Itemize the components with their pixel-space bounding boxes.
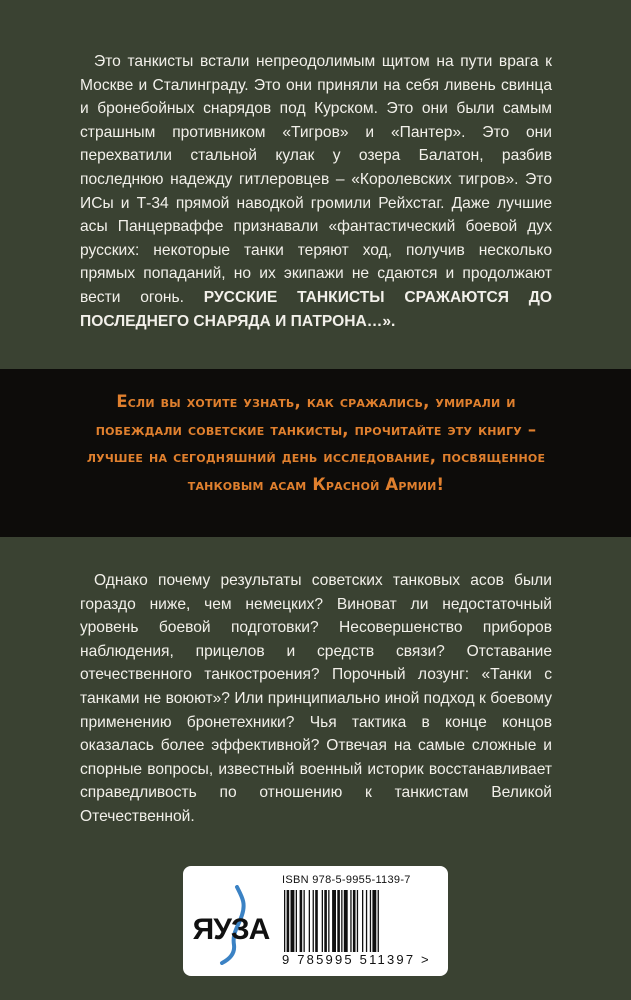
highlight-text: Если вы хотите узнать, как сражались, умирали и побеждали советские танкисты, прочитайте эту книгу – лучшее на сегодняшний день исследование, посвященное танковым асам Красной Армии! — [86, 392, 546, 494]
bottom-paragraph: Однако почему результаты советских танковых асов были гораздо ниже, чем немецких? Виноват ли недостаточный уровень боевой подготовки? Несовершенство приборов наблюдения, прицелов и средств связи? Отставание отечественного танкостроения? Порочный лозунг: «Танки с танками не воюют»? Или принципиально иной подход к боевому применению бронетехники? Чья тактика в конце концов оказалась более эффективной? Отвечая на самые сложные и спорные вопросы, известный военный историк восстанавливает справедливость по отношению к танкистам Великой Отечественной. — [80, 572, 552, 825]
barcode-digits: 9 785995 511397 > — [282, 952, 431, 967]
top-paragraph — [80, 50, 552, 333]
publisher-logo — [190, 885, 272, 965]
barcode-icon — [282, 890, 442, 952]
top-paragraph-text: Это танкисты встали непреодолимым щитом на пути врага к Москве и Сталинграду. Это они приняли на себя ливень свинца и бронебойных снарядов под Курском. Это они были самым страшным противником «Тигров» и «Пантер». Это они перехватили стальной кулак у озера Балатон, разбив последнюю надежду гитлеровцев – «Королевских тигров». Это ИСы и Т-34 прямой наводкой громили Рейхстаг. Даже лучшие асы Панцерваффе признавали «фантастический боевой дух русских: некоторые танки теряют ход, получив несколько прямых попаданий, но их экипажи не сдаются и продолжают вести огонь. — [80, 53, 552, 306]
top-paragraph-bold: РУССКИЕ ТАНКИСТЫ СРАЖАЮТСЯ ДО ПОСЛЕДНЕГО СНАРЯДА И ПАТРОНА…». — [80, 288, 552, 330]
publisher-logo-text: ЯУЗА — [192, 913, 270, 946]
isbn-label: ISBN 978-5-9955-1139-7 — [282, 874, 411, 886]
